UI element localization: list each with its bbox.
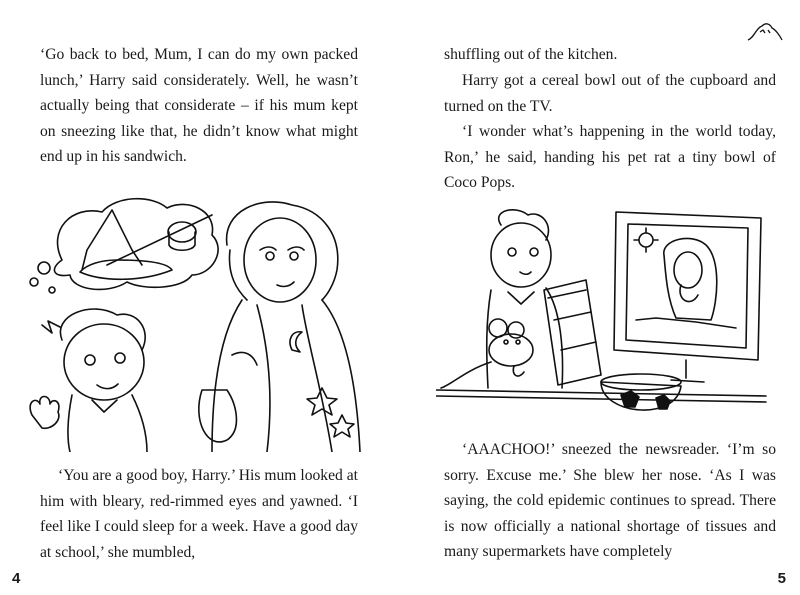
right-illustration (436, 200, 776, 432)
paragraph-6: ‘AAACHOO!’ sneezed the newsreader. ‘I’m so sorry. Excuse me.’ She blew her nose. ‘As I was saying, the cold epidemic continues to spread. There is now officially a national shortage of tissues and many supermarkets have completely (444, 441, 776, 560)
right-page (400, 0, 800, 595)
paragraph-5: ‘I wonder what’s happening in the world today, Ron,’ he said, handing his pet rat a tiny bowl of Coco Pops. (444, 123, 776, 191)
page-number-left: 4 (12, 570, 21, 587)
paragraph-4: Harry got a cereal bowl out of the cupboard and turned on the TV. (444, 72, 776, 115)
paragraph-2: ‘You are a good boy, Harry.’ His mum looked at him with bleary, red-rimmed eyes and yawned. ‘I feel like I could sleep for a week. Have a good day at school,’ she mumbled, (40, 467, 358, 561)
paragraph-1: ‘Go back to bed, Mum, I can do my own packed lunch,’ Harry said considerately. Well, he wasn’t actually being that considerate – if his mum kept on sneezing like that, he didn’t know what might end up in his sandwich. (40, 46, 358, 165)
page-number-right: 5 (777, 570, 786, 587)
paragraph-3: shuffling out of the kitchen. (444, 46, 618, 63)
left-illustration (22, 190, 362, 452)
